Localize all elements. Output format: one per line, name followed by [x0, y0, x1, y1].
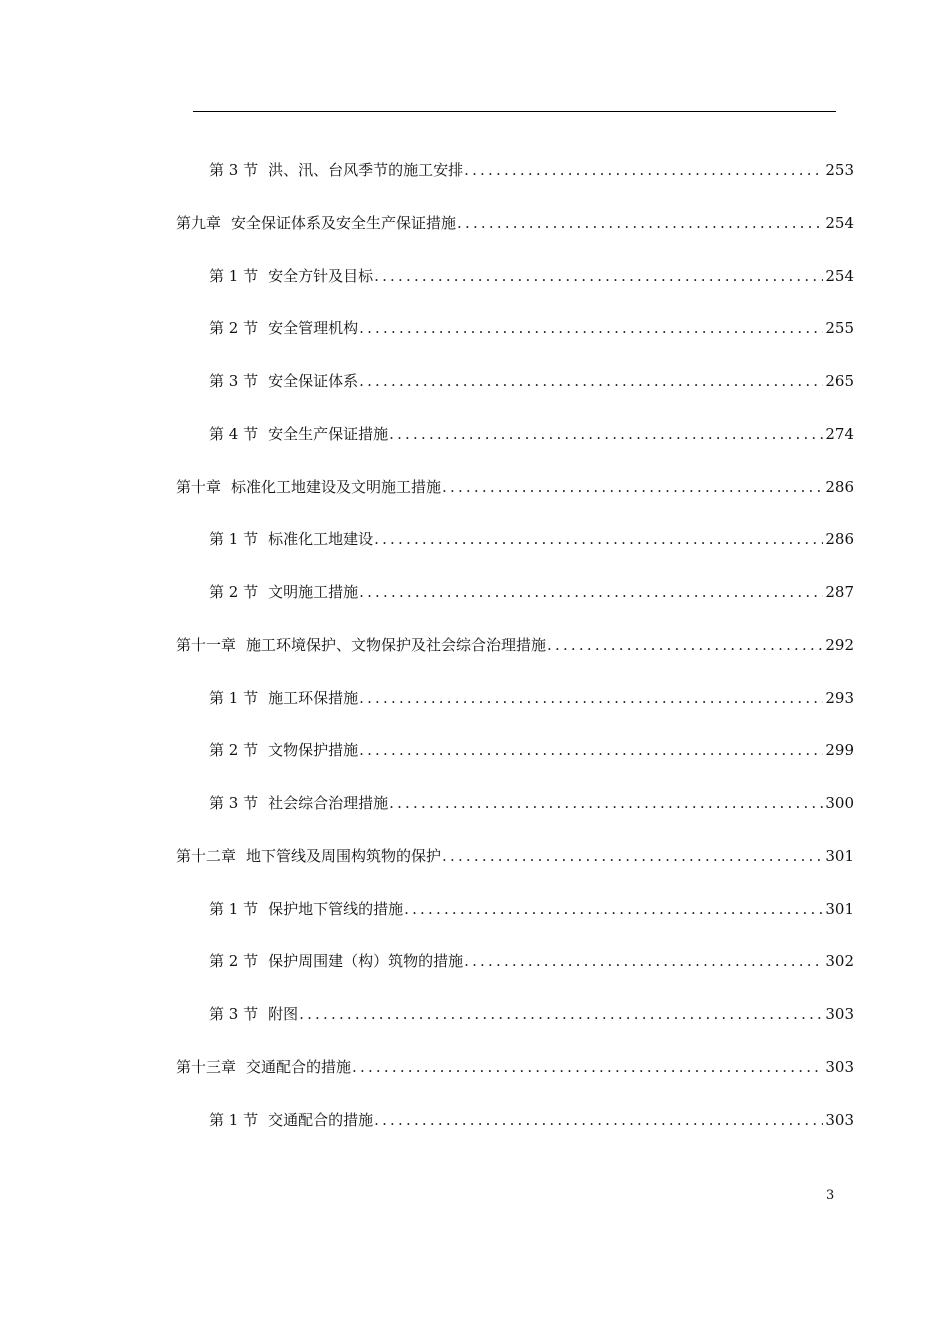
toc-entry-title: 地下管线及周围构筑物的保护 — [246, 846, 442, 865]
toc-entry-page-number: 286 — [825, 530, 854, 549]
toc-entry-number: 第十三章 — [176, 1057, 237, 1076]
page-number: 3 — [826, 1188, 835, 1203]
toc-entry-number: 第 3 节 — [209, 372, 259, 390]
toc-entry-title: 安全保证体系及安全生产保证措施 — [231, 213, 457, 232]
toc-entry-number: 第十章 — [176, 477, 222, 496]
toc-entry-page-number: 292 — [825, 635, 854, 654]
toc-entry-title: 施工环保措施 — [268, 688, 359, 707]
toc-dot-leader — [442, 476, 823, 498]
toc-entry-number: 第 1 节 — [209, 899, 259, 918]
toc-entry-title: 洪、汛、台风季节的施工安排 — [268, 161, 464, 179]
toc-entry-number: 第 1 节 — [209, 266, 259, 285]
toc-dot-leader — [442, 845, 823, 867]
toc-entry-number: 第十二章 — [176, 846, 237, 865]
toc-section-entry[interactable] — [209, 792, 854, 814]
toc-entry-title: 附图 — [268, 1005, 299, 1023]
toc-entry-page-number: 254 — [825, 213, 854, 232]
toc-dot-leader — [457, 212, 823, 234]
toc-entry-number: 第 1 节 — [209, 688, 259, 707]
toc-section-entry[interactable] — [209, 265, 854, 287]
toc-section-entry[interactable] — [209, 159, 854, 181]
toc-section-entry[interactable] — [209, 1003, 854, 1025]
toc-dot-leader — [464, 950, 823, 972]
toc-dot-leader — [359, 370, 823, 392]
header-rule — [193, 111, 836, 112]
toc-entry-page-number: 303 — [825, 1057, 854, 1076]
toc-entry-number: 第 2 节 — [209, 952, 259, 971]
toc-section-entry[interactable] — [209, 739, 854, 761]
toc-entry-number: 第 1 节 — [209, 1110, 259, 1129]
toc-section-entry[interactable] — [209, 1109, 854, 1131]
toc-entry-page-number: 254 — [825, 266, 854, 285]
toc-entry-title: 文物保护措施 — [268, 741, 359, 760]
toc-entry-number: 第 2 节 — [209, 741, 259, 760]
toc-section-entry[interactable] — [209, 898, 854, 920]
toc-entry-page-number: 303 — [825, 1005, 854, 1023]
toc-entry-number: 第九章 — [176, 213, 222, 232]
toc-chapter-entry[interactable] — [176, 212, 854, 234]
toc-entry-title: 文明施工措施 — [268, 583, 359, 601]
toc-entry-title: 保护地下管线的措施 — [268, 899, 404, 918]
toc-chapter-entry[interactable] — [176, 845, 854, 867]
toc-entry-page-number: 299 — [825, 741, 854, 760]
toc-entry-number: 第 3 节 — [209, 794, 259, 812]
toc-entry-page-number: 301 — [825, 846, 854, 865]
toc-entry-title: 交通配合的措施 — [268, 1110, 374, 1129]
toc-section-entry[interactable] — [209, 687, 854, 709]
toc-entry-page-number: 303 — [825, 1110, 854, 1129]
toc-chapter-entry[interactable] — [176, 1056, 854, 1078]
toc-entry-page-number: 287 — [825, 583, 854, 601]
toc-chapter-entry[interactable] — [176, 476, 854, 498]
toc-section-entry[interactable] — [209, 423, 854, 445]
toc-section-entry[interactable] — [209, 581, 854, 603]
toc-entry-title: 保护周围建（构）筑物的措施 — [268, 952, 464, 971]
toc-dot-leader — [404, 898, 823, 920]
toc-entry-page-number: 255 — [825, 319, 854, 338]
toc-section-entry[interactable] — [209, 528, 854, 550]
toc-dot-leader — [352, 1056, 823, 1078]
toc-entry-number: 第 4 节 — [209, 424, 259, 443]
toc-entry-title: 安全方针及目标 — [268, 266, 374, 285]
toc-entry-page-number: 302 — [825, 952, 854, 971]
toc-entry-title: 施工环境保护、文物保护及社会综合治理措施 — [246, 635, 547, 654]
toc-entry-number: 第 3 节 — [209, 1005, 259, 1023]
toc-dot-leader — [359, 739, 823, 761]
toc-entry-title: 标准化工地建设 — [268, 530, 374, 549]
toc-entry-title: 标准化工地建设及文明施工措施 — [231, 477, 442, 496]
toc-entry-number: 第 2 节 — [209, 583, 259, 601]
toc-dot-leader — [389, 792, 823, 814]
toc-entry-title: 社会综合治理措施 — [268, 794, 389, 812]
toc-entry-page-number: 265 — [825, 372, 854, 390]
toc-dot-leader — [374, 265, 823, 287]
toc-section-entry[interactable] — [209, 370, 854, 392]
toc-section-entry[interactable] — [209, 317, 854, 339]
toc-entry-page-number: 293 — [825, 688, 854, 707]
toc-dot-leader — [374, 1109, 823, 1131]
toc-entry-number: 第 3 节 — [209, 161, 259, 179]
toc-dot-leader — [359, 317, 823, 339]
toc-entry-number: 第十一章 — [176, 635, 237, 654]
toc-entry-page-number: 253 — [825, 161, 854, 179]
toc-entry-title: 安全管理机构 — [268, 319, 359, 338]
toc-entry-page-number: 274 — [825, 424, 854, 443]
toc-chapter-entry[interactable] — [176, 634, 854, 656]
toc-dot-leader — [389, 423, 823, 445]
toc-section-entry[interactable] — [209, 950, 854, 972]
toc-dot-leader — [547, 634, 823, 656]
toc-dot-leader — [299, 1003, 823, 1025]
toc-entry-number: 第 2 节 — [209, 319, 259, 338]
toc-dot-leader — [359, 687, 823, 709]
toc-dot-leader — [359, 581, 823, 603]
toc-dot-leader — [374, 528, 823, 550]
toc-entry-title: 安全生产保证措施 — [268, 424, 389, 443]
toc-entry-page-number: 301 — [825, 899, 854, 918]
toc-entry-title: 安全保证体系 — [268, 372, 359, 390]
toc-entry-page-number: 286 — [825, 477, 854, 496]
toc-dot-leader — [464, 159, 823, 181]
toc-entry-page-number: 300 — [825, 794, 854, 812]
toc-entry-title: 交通配合的措施 — [246, 1057, 352, 1076]
toc-entry-number: 第 1 节 — [209, 530, 259, 549]
